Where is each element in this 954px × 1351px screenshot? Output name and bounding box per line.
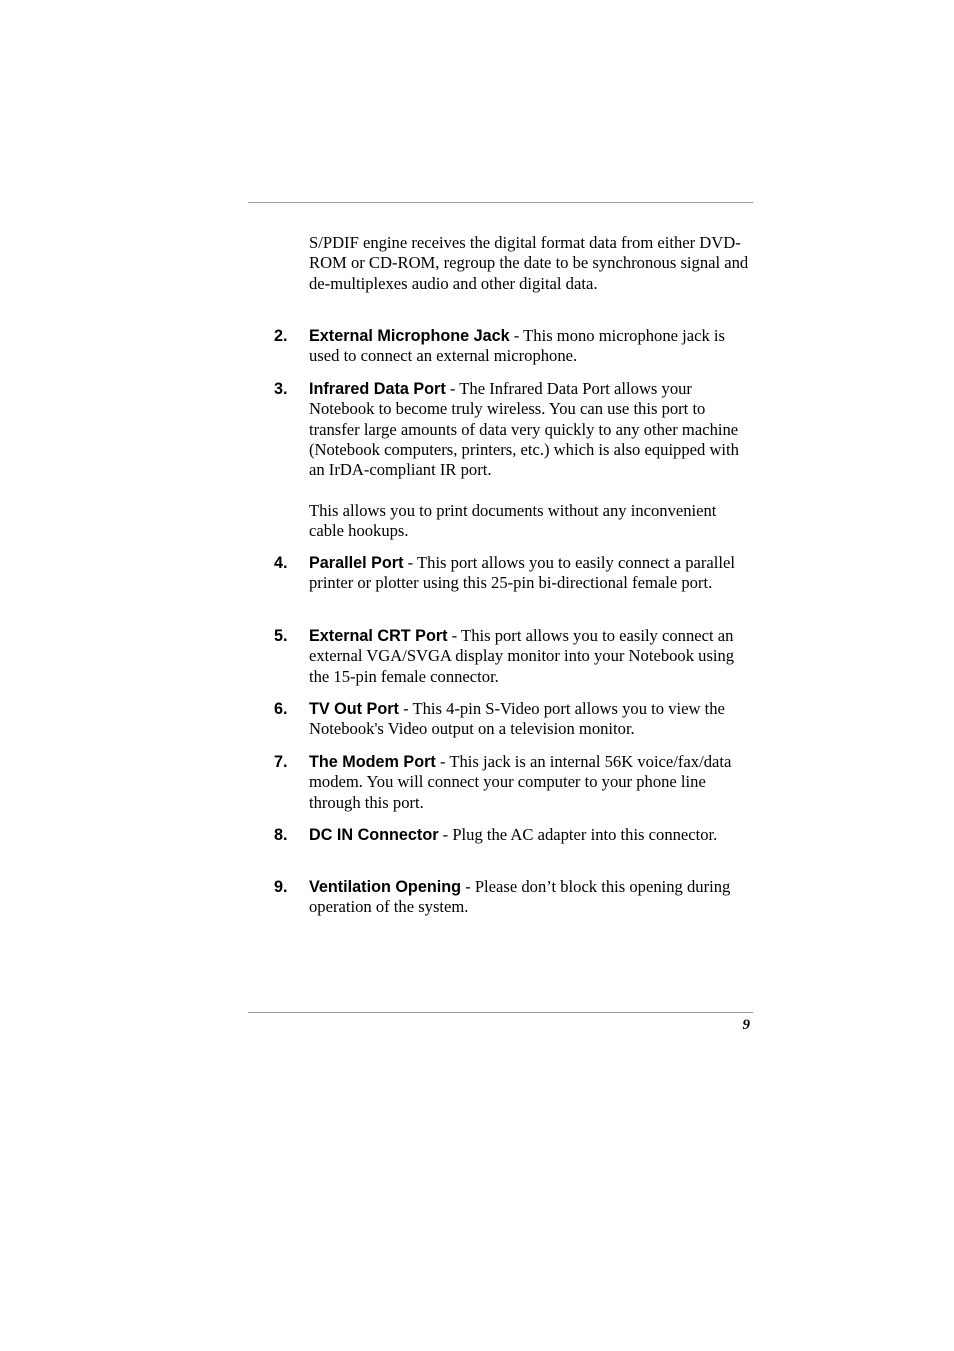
list-item-body: [309, 626, 754, 687]
list-item-term: DC IN Connector: [309, 826, 439, 844]
list-item-term: TV Out Port: [309, 700, 399, 718]
list-item-number: 6.: [274, 700, 288, 718]
list-item-description: - Plug the AC adapter into this connector.: [438, 825, 718, 844]
list-item-body: [309, 752, 754, 813]
list-item-description: - Please don’t block this opening during operation of the system.: [309, 877, 731, 917]
page-number: 9: [742, 1017, 750, 1033]
list-item-body: [309, 699, 754, 740]
list-item-term: Ventilation Opening: [309, 878, 461, 896]
list-item-description: - This port allows you to easily connect a parallel printer or plotter using this 25-pin bi-directional female port.: [309, 553, 735, 593]
list-item-description: - This jack is an internal 56K voice/fax/data modem. You will connect your computer to your phone line through this port.: [309, 752, 732, 812]
list-item-body: [309, 825, 754, 845]
list-item-term: Parallel Port: [309, 554, 404, 572]
list-item-term: Infrared Data Port: [309, 380, 446, 398]
list-item-description: - This mono microphone jack is used to connect an external microphone.: [309, 326, 726, 366]
list-item-number: 5.: [274, 627, 288, 645]
list-item-description: - The Infrared Data Port allows your Notebook to become truly wireless. You can use this port to transfer large amounts of data very quickly to any other machine (Notebook computers, printers, etc.) which is also equipped with an IrDA-compliant IR port.: [309, 379, 739, 480]
list-item-number: 7.: [274, 753, 288, 771]
intro-paragraph: S/PDIF engine receives the digital format data from either DVD-ROM or CD-ROM, regroup the date to be synchronous signal and de-multiplexes audio and other digital data.: [309, 233, 749, 293]
list-item-number: 4.: [274, 554, 288, 572]
footer-rule: [248, 1012, 753, 1013]
list-item-term: External Microphone Jack: [309, 327, 510, 345]
list-item-description: - This 4-pin S-Video port allows you to view the Notebook's Video output on a television monitor.: [309, 699, 725, 739]
infrared-extra-paragraph: This allows you to print documents without any inconvenient cable hookups.: [309, 501, 717, 541]
list-item-number: 2.: [274, 327, 288, 345]
header-rule: [248, 202, 753, 203]
list-item-body: [309, 877, 754, 918]
list-item-description: - This port allows you to easily connect an external VGA/SVGA display monitor into your Notebook using the 15-pin female connector.: [309, 626, 735, 686]
list-item-term: The Modem Port: [309, 753, 436, 771]
list-item-body: [309, 326, 754, 367]
list-item-body: [309, 553, 754, 594]
list-item-number: 8.: [274, 826, 288, 844]
list-item-term: External CRT Port: [309, 627, 448, 645]
list-item-number: 3.: [274, 380, 288, 398]
list-item-body: [309, 379, 754, 480]
list-item-number: 9.: [274, 878, 288, 896]
